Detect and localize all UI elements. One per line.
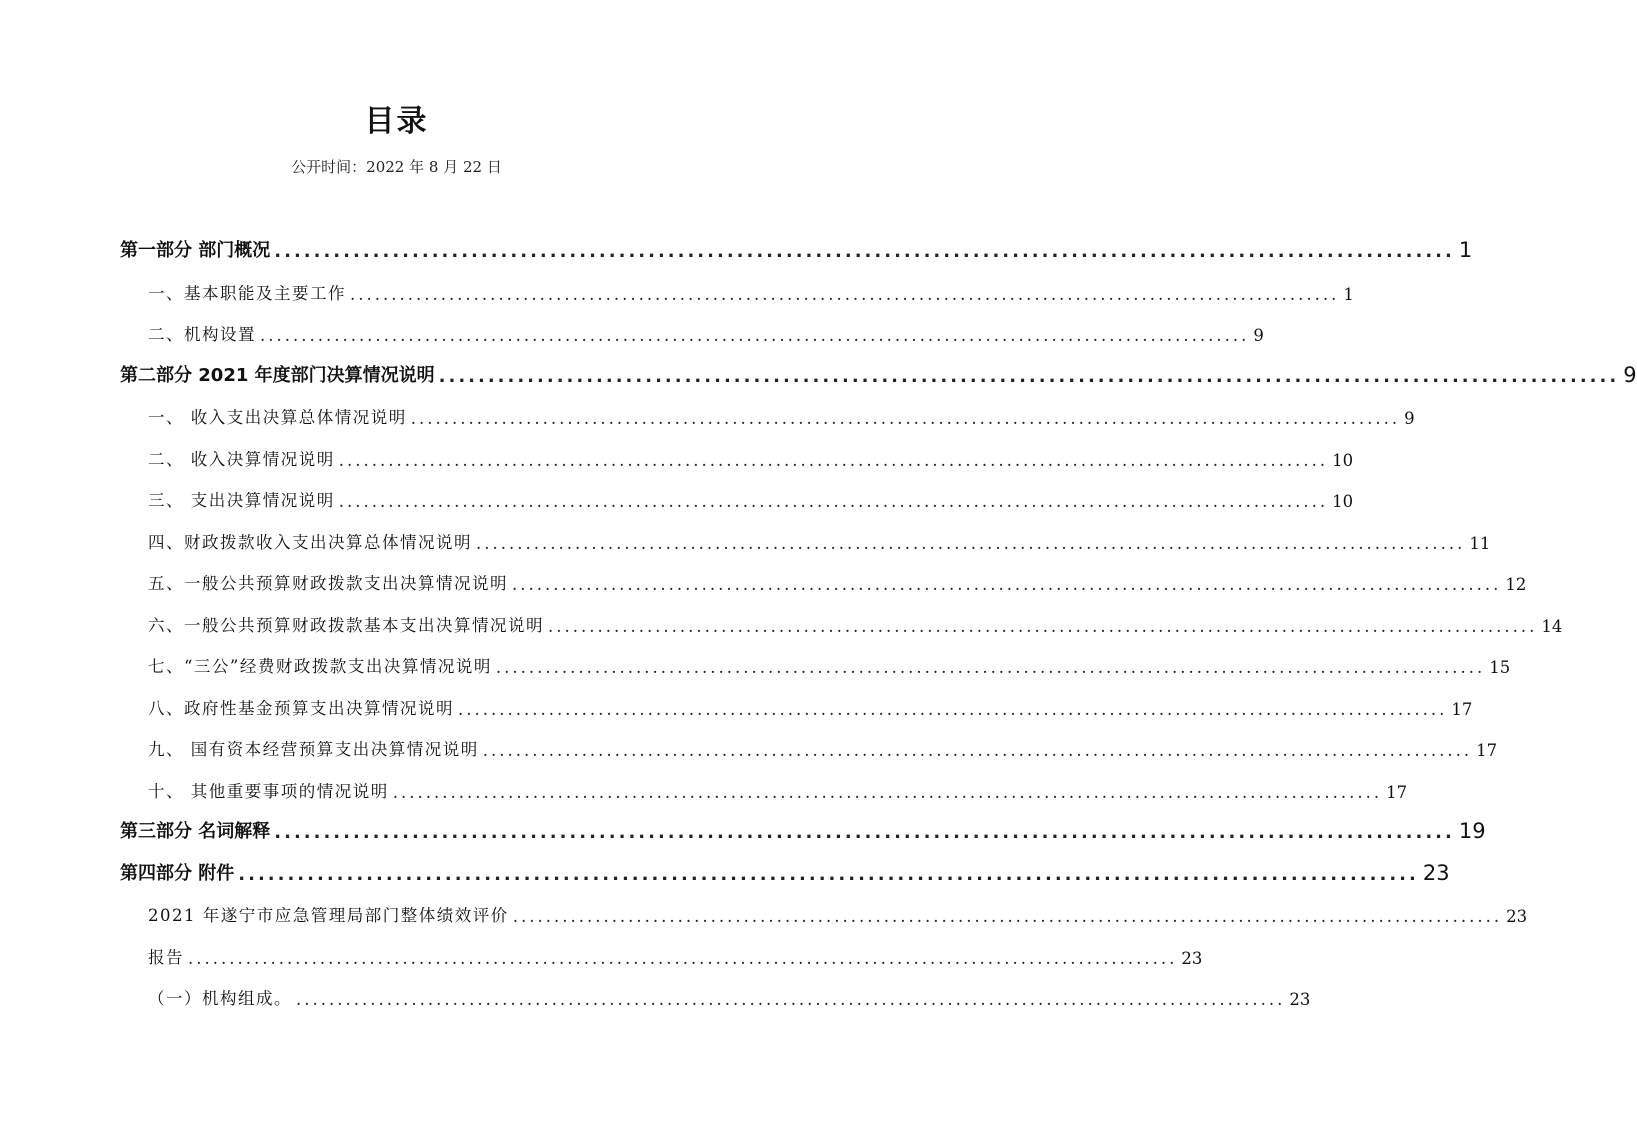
toc-entry-page: 15 [1489,658,1511,677]
toc-entry-label: 第一部分 部门概况 [120,240,271,261]
toc-entry[interactable] [148,979,1311,1009]
toc-entry[interactable] [120,855,1450,885]
leader-dots: ........................................................................................................................ [458,700,1448,719]
toc-entry-page: 14 [1541,617,1563,636]
toc-entry-label: 九、 国有资本经营预算支出决算情况说明 [148,740,479,759]
toc-entry[interactable] [148,481,1354,511]
leader-dots: ........................................................................................................................ [338,451,1329,470]
toc-entry-page: 9 [1404,409,1415,428]
toc-entry-label: 十、 其他重要事项的情况说明 [148,782,389,801]
toc-entry-label: 报告 [148,948,184,967]
toc-entry[interactable] [148,689,1473,719]
toc-entry-label: 七、“三公”经费财政拨款支出决算情况说明 [148,657,492,676]
leader-dots: ........................................................................................................................ [260,326,1250,345]
leader-dots: ........................................................................................................................ [482,741,1473,760]
toc-entry[interactable] [148,398,1415,428]
toc-entry-page: 17 [1476,741,1498,760]
leader-dots: ........................................................................................................................ [476,534,1466,553]
leader-dots: ........................................................................................................................ [392,783,1383,802]
toc-entry-label: 五、一般公共预算财政拨款支出决算情况说明 [148,574,508,593]
toc-entry-label: 第四部分 附件 [120,863,235,884]
toc-entry-label: 一、基本职能及主要工作 [148,284,346,303]
toc-entry-page: 23 [1422,861,1450,885]
toc-entry-page: 9 [1623,363,1637,387]
leader-dots: ........................................................................................................................ [296,990,1286,1009]
leader-dots: ........................................................................................................................ [274,241,1455,262]
page-title: 目录 [364,104,429,139]
toc-entry[interactable] [120,813,1486,843]
toc-entry[interactable] [148,896,1528,926]
toc-entry[interactable] [120,232,1473,262]
toc-entry-page: 19 [1458,819,1486,843]
toc-entry-page: 23 [1506,907,1528,926]
leader-dots: ........................................................................................................................ [512,907,1503,926]
toc-entry-page: 1 [1343,285,1354,304]
leader-dots: ........................................................................................................................ [548,617,1538,636]
leader-dots: ........................................................................................................................ [495,658,1486,677]
toc-entry-label: 二、机构设置 [148,325,256,344]
leader-dots: ........................................................................................................................ [274,822,1455,843]
toc-entry-page: 9 [1253,326,1264,345]
publish-date: 公开时间：2022 年 8 月 22 日 [291,158,502,176]
toc-entry[interactable] [148,606,1563,636]
toc-entry[interactable] [148,772,1408,802]
toc-entry-label: 二、 收入决算情况说明 [148,450,335,469]
toc-entry[interactable] [148,647,1511,677]
toc-entry[interactable] [148,440,1354,470]
toc-entry-label: （一）机构组成。 [148,989,292,1008]
toc-entry[interactable] [148,564,1527,594]
leader-dots: ........................................................................................................................ [238,864,1419,885]
toc-entry-page: 10 [1332,492,1354,511]
leader-dots: ........................................................................................................................ [512,575,1502,594]
leader-dots: ........................................................................................................................ [188,949,1178,968]
toc-entry-page: 23 [1289,990,1311,1009]
toc-entry[interactable] [148,315,1264,345]
leader-dots: ........................................................................................................................ [438,366,1620,387]
leader-dots: ........................................................................................................................ [410,409,1401,428]
toc-entry-page: 10 [1332,451,1354,470]
toc-entry-label: 第三部分 名词解释 [120,821,271,842]
toc-entry-label: 一、 收入支出决算总体情况说明 [148,408,407,427]
toc-entry-label: 六、一般公共预算财政拨款基本支出决算情况说明 [148,616,544,635]
toc-entry-page: 12 [1505,575,1527,594]
toc-entry[interactable] [148,523,1491,553]
toc-entry-page: 17 [1451,700,1473,719]
toc-entry[interactable] [148,274,1354,304]
leader-dots: ........................................................................................................................ [350,285,1340,304]
toc-entry[interactable] [148,938,1203,968]
toc-entry-page: 17 [1386,783,1408,802]
toc-entry-label: 2021 年遂宁市应急管理局部门整体绩效评价 [148,906,509,925]
toc-entry-label: 第二部分 2021 年度部门决算情况说明 [120,365,435,386]
leader-dots: ........................................................................................................................ [338,492,1329,511]
toc-entry-page: 11 [1469,534,1491,553]
toc-entry-page: 1 [1458,238,1473,262]
toc-entry-label: 三、 支出决算情况说明 [148,491,335,510]
toc-entry-page: 23 [1181,949,1203,968]
toc-entry-label: 四、财政拨款收入支出决算总体情况说明 [148,533,472,552]
toc-entry[interactable] [120,357,1637,387]
toc-entry-label: 八、政府性基金预算支出决算情况说明 [148,699,454,718]
toc-entry[interactable] [148,730,1498,760]
